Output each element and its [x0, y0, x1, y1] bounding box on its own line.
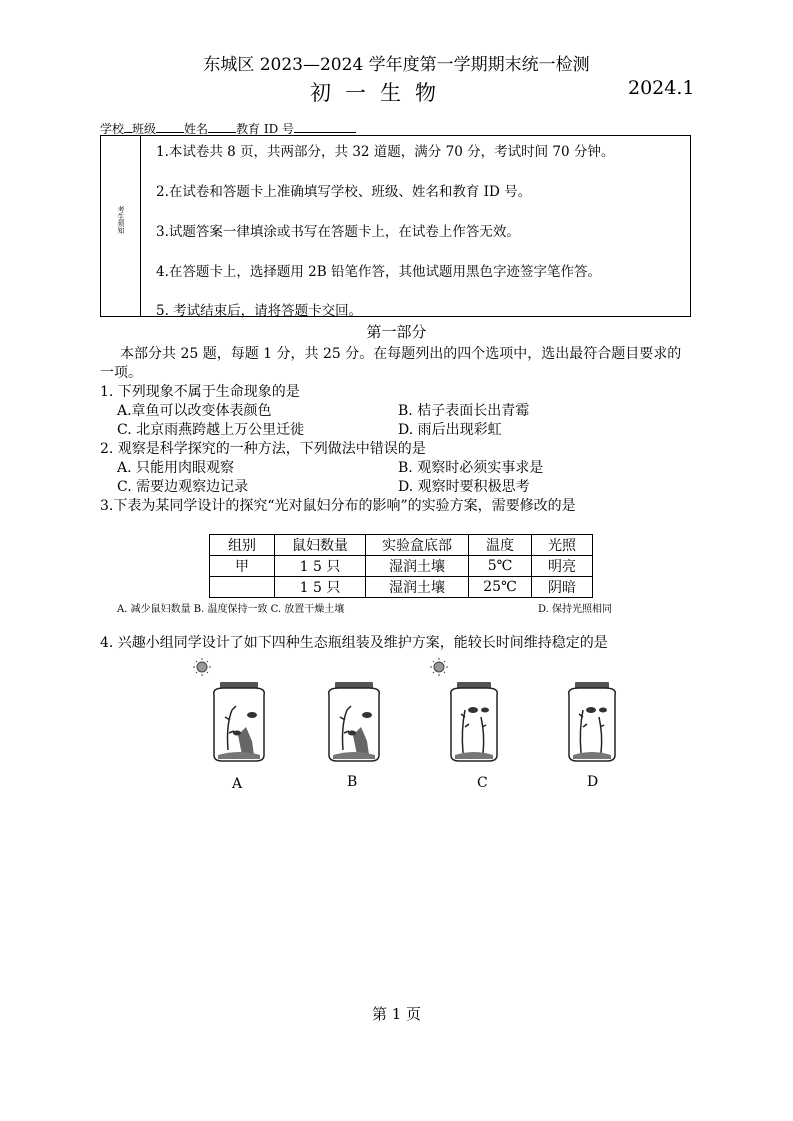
q1-option-b: B. 桔子表面长出青霉 [398, 403, 530, 419]
table-cell: 阴暗 [532, 577, 593, 598]
jar-icon [451, 682, 498, 761]
q2-option-b: B. 观察时必须实事求是 [398, 460, 544, 476]
experiment-table [209, 534, 593, 598]
subject-title: 初一生物 [310, 81, 450, 105]
table-header-cell: 温度 [469, 535, 532, 556]
notice-item-5: 5. 考试结束后，请将答题卡交回。 [156, 303, 363, 319]
sun-icon [190, 655, 280, 765]
q1-option-a: A.章鱼可以改变体表颜色 [117, 403, 272, 419]
q3-stem: 3.下表为某同学设计的探究“光对鼠妇分布的影响”的实验方案，需要修改的是 [100, 498, 576, 514]
page-number: 第 1 页 [371, 1005, 422, 1023]
table-cell: 25℃ [469, 577, 532, 598]
name-blank [208, 120, 236, 133]
table-cell: 湿润土壤 [366, 577, 469, 598]
q1-stem: 1. 下列现象不属于生命现象的是 [100, 384, 300, 400]
jar-c-label: C [477, 775, 488, 791]
name-label: 姓名 [184, 122, 209, 136]
id-label: 教育 ID 号 [236, 122, 295, 136]
table-header-cell: 组别 [210, 535, 275, 556]
part1-intro-line1: 本部分共 25 题，每题 1 分，共 25 分。在每题列出的四个选项中，选出最符合题目要求的 [120, 346, 682, 362]
class-blank [156, 120, 184, 133]
q2-option-a: A. 只能用肉眼观察 [117, 460, 235, 476]
jar-a-label: A [232, 776, 243, 792]
jar-b-label: B [347, 774, 358, 790]
table-cell: 1 5 只 [275, 577, 366, 598]
notice-box [100, 135, 691, 317]
q2-stem: 2. 观察是科学探究的一种方法，下列做法中错误的是 [100, 441, 426, 457]
q1-option-c: C. 北京雨燕跨越上万公里迁徙 [117, 422, 305, 438]
sun-icon [425, 655, 515, 765]
notice-item-1: 1.本试卷共 8 页，共两部分，共 32 道题，满分 70 分，考试时间 70 分钟。 [156, 144, 615, 160]
notice-side-label: 考生须知 [117, 206, 125, 234]
table-cell: 5℃ [469, 556, 532, 577]
jar-icon [305, 655, 395, 765]
jar-icon [545, 655, 635, 765]
table-cell: 1 5 只 [275, 556, 366, 577]
table-cell: 明亮 [532, 556, 593, 577]
jar-b [305, 655, 395, 769]
id-blank [294, 120, 356, 133]
school-label: 学校 [100, 122, 125, 136]
notice-item-2: 2.在试卷和答题卡上准确填写学校、班级、姓名和教育 ID 号。 [156, 184, 532, 200]
jar-icon [214, 682, 265, 761]
jar-d-label: D [587, 774, 599, 790]
q3-option-d: D. 保持光照相同 [538, 604, 613, 615]
q4-stem: 4. 兴趣小组同学设计了如下四种生态瓶组装及维护方案，能较长时间维持稳定的是 [100, 635, 608, 651]
exam-title: 东城区 2023—2024 学年度第一学期期末统一检测 [203, 55, 590, 75]
table-cell: 湿润土壤 [366, 556, 469, 577]
jar-a [190, 655, 280, 769]
table-header-cell: 鼠妇数量 [275, 535, 366, 556]
exam-date: 2024.1 [628, 77, 695, 99]
q1-option-d: D. 雨后出现彩虹 [398, 422, 502, 438]
jar-d [545, 655, 635, 769]
table-header-cell: 光照 [532, 535, 593, 556]
part1-intro-line2: 一项。 [100, 365, 142, 381]
table-header-row [210, 535, 593, 556]
table-header-cell: 实验盒底部 [366, 535, 469, 556]
q2-option-d: D. 观察时要积极思考 [398, 479, 530, 495]
table-cell: 甲 [210, 556, 275, 577]
jar-c [425, 655, 515, 769]
table-cell [210, 577, 275, 598]
q2-option-c: C. 需要边观察边记录 [117, 479, 249, 495]
notice-item-3: 3.试题答案一律填涂或书写在答题卡上，在试卷上作答无效。 [156, 224, 520, 240]
part1-title: 第一部分 [366, 323, 427, 341]
notice-item-4: 4.在答题卡上，选择题用 2B 铅笔作答，其他试题用黑色字迹签字笔作答。 [156, 264, 601, 280]
notice-side-cell [101, 136, 141, 316]
table-row [210, 556, 593, 577]
table-row [210, 577, 593, 598]
class-label: 班级 [132, 122, 157, 136]
q3-options-abc: A. 减少鼠妇数量 B. 温度保持一致 C. 放置干燥土壤 [117, 604, 345, 615]
